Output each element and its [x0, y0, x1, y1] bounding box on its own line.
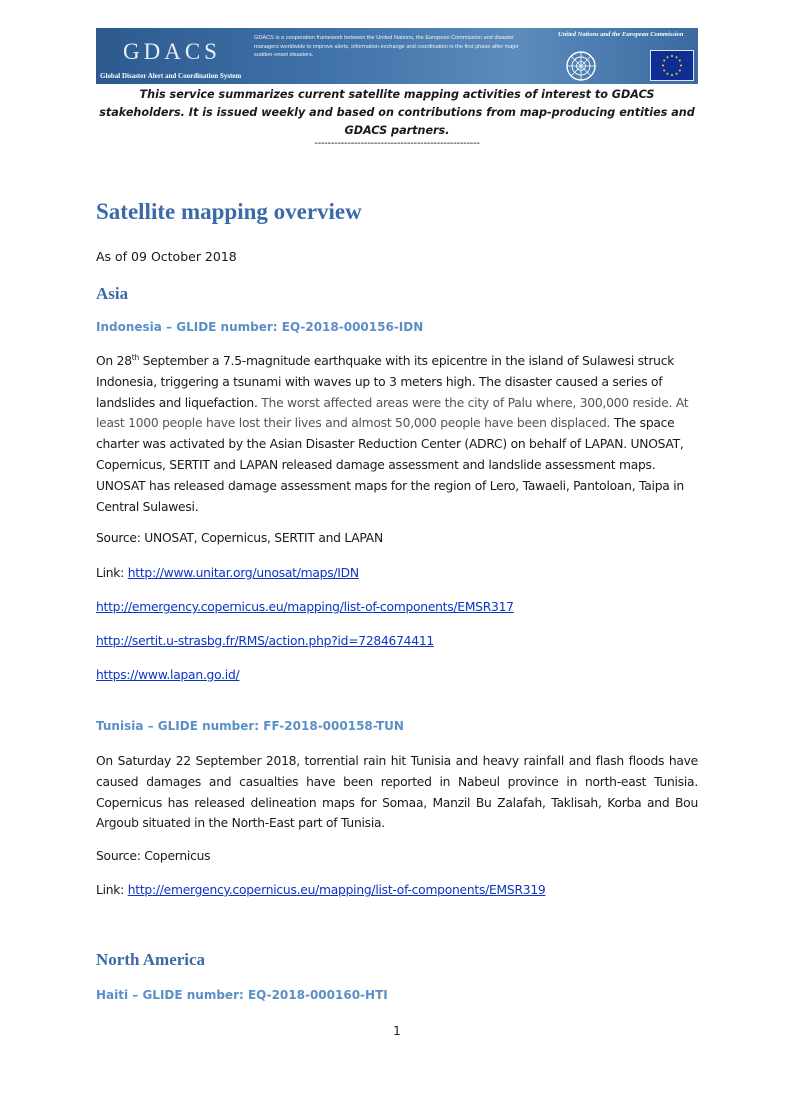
ordinal-suffix: th [131, 352, 139, 362]
partners-label: United Nations and the European Commission [558, 31, 684, 38]
tunisia-paragraph: On Saturday 22 September 2018, torrential rain hit Tunisia and heavy rainfall and flash floods have caused damages and casualties have been reported in Nabeul province in north-east Tunisia. Copernicus has released delineation maps for Somaa, Manzil Bu Zalafah, Taklisah, Korba and Bou Argoub situated in the North-East part of Tunisia. [96, 754, 698, 831]
intro-text: This service summarizes current satellite mapping activities of interest to GDACS stakeholders. It is issued weekly and based on contributions from map-producing entities and GDACS partners. [99, 88, 695, 137]
region-heading-north-america: North America [96, 950, 206, 969]
gdacs-subtitle: Global Disaster Alert and Coordination System [100, 72, 242, 80]
report-date: As of 09 October 2018 [96, 249, 237, 264]
link-sertit[interactable]: http://sertit.u-strasbg.fr/RMS/action.php?id=7284674411 [96, 634, 434, 648]
un-emblem-icon [565, 50, 597, 82]
gdacs-description: GDACS is a cooperation framework between the United Nations, the European Commission and disaster managers worldwide to improve alerts, information exchange and coordination in the first phase after major sudden-onset disasters. [254, 35, 519, 59]
page-number: 1 [393, 1024, 401, 1038]
link-label: Link: [96, 566, 128, 580]
gdacs-banner [96, 28, 698, 84]
event-heading-indonesia: Indonesia – GLIDE number: EQ-2018-000156-IDN [96, 320, 424, 334]
indonesia-link-line [96, 600, 514, 614]
separator-line: -------------------------------------------------- [314, 138, 480, 149]
indonesia-link-line [96, 668, 239, 682]
eu-flag-icon [650, 50, 694, 81]
tunisia-source: Source: Copernicus [96, 849, 211, 863]
region-heading-asia: Asia [96, 284, 129, 303]
paragraph-text: September a 7.5-magnitude earthquake with its epicentre in the island of Sulawesi struck Indonesia, triggering a tsunami with waves up to 3 meters high. The disaster caused a series of landslides and liquefaction. [96, 354, 675, 410]
paragraph-text-grey: The worst affected areas were the city of Palu where, 300,000 reside. At least 1000 people have lost their lives and almost 50,000 people have been displaced. [96, 395, 689, 431]
event-heading-tunisia: Tunisia – GLIDE number: FF-2018-000158-TUN [96, 719, 404, 733]
paragraph-text: The space charter was activated by the Asian Disaster Reduction Center (ADRC) on behalf of LAPAN. UNOSAT, Copernicus, SERTIT and LAPAN released damage assessment and landslide assessment maps. UNOSAT has released damage assessment maps for the region of Lero, Tawaeli, Pantoloan, Taipa in Central Sulawesi. [96, 416, 684, 514]
gdacs-logo: GDACS [123, 39, 221, 64]
indonesia-paragraph [96, 351, 698, 517]
link-copernicus-emsr319[interactable]: http://emergency.copernicus.eu/mapping/list-of-components/EMSR319 [127, 883, 546, 897]
indonesia-source: Source: UNOSAT, Copernicus, SERTIT and LAPAN [96, 531, 383, 545]
link-lapan[interactable]: https://www.lapan.go.id/ [96, 668, 240, 682]
link-unosat[interactable]: http://www.unitar.org/unosat/maps/IDN [127, 566, 359, 580]
indonesia-link-line [96, 566, 359, 580]
indonesia-link-line [96, 634, 434, 648]
tunisia-link-line [96, 883, 545, 897]
link-copernicus-emsr317[interactable]: http://emergency.copernicus.eu/mapping/list-of-components/EMSR317 [96, 600, 514, 614]
paragraph-text: On 28 [96, 354, 132, 368]
link-label: Link: [96, 883, 128, 897]
page-title: Satellite mapping overview [96, 199, 362, 224]
event-heading-haiti: Haiti – GLIDE number: EQ-2018-000160-HTI [96, 988, 388, 1002]
